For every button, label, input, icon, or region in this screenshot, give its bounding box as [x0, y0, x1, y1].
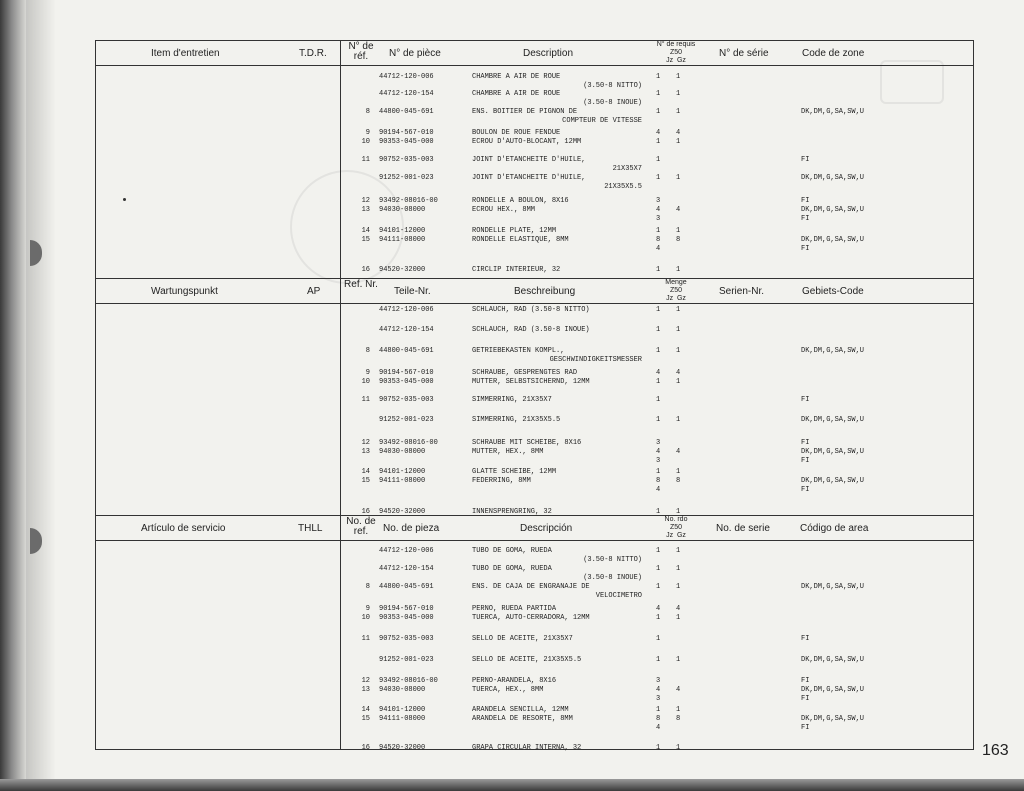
table-row: [96, 723, 973, 733]
ref-number: 13: [361, 206, 370, 214]
qty-jz: 3: [656, 197, 661, 205]
ref-number: 15: [361, 715, 370, 723]
description: 21X35X7: [612, 165, 642, 173]
qty-gz: 1: [676, 306, 681, 314]
qty-jz: 4: [656, 369, 661, 377]
header-qty: [641, 279, 711, 301]
table-row: [96, 325, 973, 335]
ref-number: 11: [361, 396, 370, 404]
qty-jz: 8: [656, 477, 661, 485]
qty-gz: 1: [676, 744, 681, 752]
part-number: 94520-32000: [379, 508, 426, 516]
part-number: 93492-08016-00: [379, 677, 438, 685]
zone-code: DK,DM,G,SA,SW,U: [801, 347, 865, 355]
header-qty-title: N° de requis: [656, 41, 696, 48]
description: INNENSPRENGRING, 32: [472, 508, 552, 516]
part-number: 94111-08000: [379, 715, 426, 723]
part-number: 90194-567-010: [379, 605, 434, 613]
qty-gz: 1: [676, 614, 681, 622]
zone-code: DK,DM,G,SA,SW,U: [801, 236, 865, 244]
ref-number: 10: [361, 378, 370, 386]
qty-jz: 1: [656, 565, 661, 573]
qty-jz: 1: [656, 635, 661, 643]
label-item: Artículo de servicio: [141, 523, 226, 534]
description: CHAMBRE A AIR DE ROUE: [472, 73, 561, 81]
description: SCHLAUCH, RAD (3.50-8 NITTO): [472, 306, 590, 314]
book-binding: [0, 0, 26, 791]
qty-jz: 1: [656, 416, 661, 424]
description: RONDELLE ELASTIQUE, 8MM: [472, 236, 569, 244]
part-number: 44800-045-691: [379, 108, 434, 116]
ref-number: 8: [365, 583, 370, 591]
header-zone: Código de area: [800, 523, 869, 534]
description: ARANDELA DE RESORTE, 8MM: [472, 715, 573, 723]
qty-jz: 8: [656, 715, 661, 723]
qty-gz: 1: [676, 656, 681, 664]
table-row: [96, 355, 973, 365]
table-row: [96, 305, 973, 315]
qty-jz: 4: [656, 486, 661, 494]
qty-gz: 4: [676, 605, 681, 613]
qty-gz: 4: [676, 686, 681, 694]
header-serial: No. de serie: [716, 523, 770, 534]
section-spanish: [96, 515, 973, 752]
description: SELLO DE ACEITE, 21X35X7: [472, 635, 573, 643]
description: CHAMBRE A AIR DE ROUE: [472, 90, 561, 98]
header-part: Teile-Nr.: [394, 286, 431, 297]
part-number: 90194-567-010: [379, 129, 434, 137]
qty-gz: 1: [676, 347, 681, 355]
ref-number: 11: [361, 635, 370, 643]
qty-jz: 4: [656, 129, 661, 137]
header-qty: [641, 41, 711, 63]
qty-gz: 1: [676, 266, 681, 274]
description: FEDERRING, 8MM: [472, 477, 531, 485]
description: ECROU D'AUTO-BLOCANT, 12MM: [472, 138, 582, 146]
label-code: T.D.R.: [299, 48, 327, 59]
section-header: [96, 279, 973, 304]
zone-code: FI: [801, 215, 810, 223]
qty-gz: 1: [676, 90, 681, 98]
qty-jz: 1: [656, 326, 661, 334]
part-number: 94111-08000: [379, 477, 426, 485]
qty-jz: 8: [656, 236, 661, 244]
description: (3.50-8 INOUE): [583, 574, 642, 582]
description: SIMMERRING, 21X35X5.5: [472, 416, 561, 424]
description: ENS. DE CAJA DE ENGRANAJE DE: [472, 583, 590, 591]
part-number: 90353-045-000: [379, 614, 434, 622]
qty-gz: 1: [676, 416, 681, 424]
table-row: [96, 694, 973, 704]
qty-jz: 1: [656, 266, 661, 274]
description: (3.50-8 NITTO): [583, 82, 642, 90]
table-row: [96, 182, 973, 192]
ref-number: 16: [361, 508, 370, 516]
qty-gz: 1: [676, 108, 681, 116]
part-number: 44712-120-006: [379, 73, 434, 81]
table-row: [96, 613, 973, 623]
ref-number: 10: [361, 138, 370, 146]
description: SCHRAUBE, GESPRENGTES RAD: [472, 369, 578, 377]
header-part: N° de pièce: [389, 48, 441, 59]
qty-jz: 1: [656, 227, 661, 235]
zone-code: FI: [801, 677, 810, 685]
description: CIRCLIP INTERIEUR, 32: [472, 266, 561, 274]
part-number: 90194-567-010: [379, 369, 434, 377]
qty-jz: 1: [656, 706, 661, 714]
header-ref: N° de réf.: [348, 41, 374, 62]
qty-jz: 1: [656, 306, 661, 314]
description: SIMMERRING, 21X35X7: [472, 396, 552, 404]
table-row: [96, 137, 973, 147]
part-number: 94101-12000: [379, 706, 426, 714]
qty-jz: 1: [656, 508, 661, 516]
qty-jz: 3: [656, 695, 661, 703]
part-number: 94520-32000: [379, 744, 426, 752]
qty-gz: 1: [676, 378, 681, 386]
qty-jz: 4: [656, 448, 661, 456]
header-zone: Code de zone: [802, 48, 865, 59]
zone-code: DK,DM,G,SA,SW,U: [801, 416, 865, 424]
ref-number: 13: [361, 686, 370, 694]
qty-gz: 4: [676, 448, 681, 456]
label-item: Wartungspunkt: [151, 286, 218, 297]
qty-jz: 1: [656, 90, 661, 98]
table-row: [96, 395, 973, 405]
header-ref: Ref. Nr.: [344, 279, 378, 290]
qty-jz: 1: [656, 108, 661, 116]
qty-gz: 4: [676, 129, 681, 137]
ref-number: 14: [361, 706, 370, 714]
section-header: [96, 516, 973, 541]
part-number: 94101-12000: [379, 227, 426, 235]
part-number: 93492-08016-00: [379, 439, 438, 447]
qty-jz: 4: [656, 686, 661, 694]
header-ref: No. de ref.: [346, 516, 376, 537]
qty-gz: 1: [676, 326, 681, 334]
description: ENS. BOITIER DE PIGNON DE: [472, 108, 578, 116]
parts-table: [95, 40, 974, 750]
description: 21X35X5.5: [604, 183, 642, 191]
header-qty-variants: Jz Gz: [666, 57, 686, 64]
table-row: [96, 377, 973, 387]
description: ECROU HEX., 8MM: [472, 206, 536, 214]
zone-code: FI: [801, 439, 810, 447]
zone-code: FI: [801, 724, 810, 732]
qty-gz: 8: [676, 236, 681, 244]
table-row: [96, 214, 973, 224]
description: GRAPA CIRCULAR INTERNA, 32: [472, 744, 582, 752]
part-number: 94101-12000: [379, 468, 426, 476]
ref-number: 14: [361, 468, 370, 476]
part-number: 90752-035-003: [379, 396, 434, 404]
description: GESCHWINDIGKEITSMESSER: [549, 356, 642, 364]
table-row: [96, 265, 973, 275]
qty-jz: 4: [656, 245, 661, 253]
zone-code: DK,DM,G,SA,SW,U: [801, 448, 865, 456]
table-row: [96, 634, 973, 644]
qty-gz: 1: [676, 508, 681, 516]
description: GLATTE SCHEIBE, 12MM: [472, 468, 557, 476]
part-number: 91252-001-023: [379, 656, 434, 664]
table-row: [96, 456, 973, 466]
qty-jz: 1: [656, 378, 661, 386]
qty-jz: 1: [656, 396, 661, 404]
header-qty-title: No. rdo: [664, 516, 688, 523]
description: TUERCA, AUTO-CERRADORA, 12MM: [472, 614, 590, 622]
zone-code: FI: [801, 156, 810, 164]
qty-jz: 1: [656, 614, 661, 622]
qty-gz: 8: [676, 715, 681, 723]
qty-gz: 1: [676, 468, 681, 476]
header-qty-variants: Jz Gz: [666, 532, 686, 539]
qty-jz: 4: [656, 206, 661, 214]
header-desc: Description: [523, 48, 574, 59]
qty-gz: 1: [676, 583, 681, 591]
header-serial: Serien-Nr.: [719, 286, 765, 297]
zone-code: DK,DM,G,SA,SW,U: [801, 583, 865, 591]
part-number: 44712-120-154: [379, 90, 434, 98]
qty-gz: 1: [676, 706, 681, 714]
header-qty-title: Menge: [665, 279, 687, 286]
label-code: AP: [307, 286, 321, 297]
table-row: [96, 415, 973, 425]
zone-code: FI: [801, 396, 810, 404]
table-row: [96, 591, 973, 601]
qty-gz: 1: [676, 227, 681, 235]
zone-code: DK,DM,G,SA,SW,U: [801, 656, 865, 664]
qty-jz: 1: [656, 547, 661, 555]
part-number: 94520-32000: [379, 266, 426, 274]
qty-jz: 3: [656, 215, 661, 223]
zone-code: FI: [801, 635, 810, 643]
header-qty-variants: Jz Gz: [666, 295, 686, 302]
ref-number: 9: [365, 129, 370, 137]
zone-code: FI: [801, 457, 810, 465]
header-qty: [641, 516, 711, 538]
qty-jz: 1: [656, 174, 661, 182]
qty-jz: 3: [656, 457, 661, 465]
header-qty-model: Z50: [669, 49, 683, 56]
part-number: 91252-001-023: [379, 416, 434, 424]
qty-jz: 1: [656, 138, 661, 146]
description: BOULON DE ROUE FENDUE: [472, 129, 561, 137]
description: JOINT D'ETANCHEITE D'HUILE,: [472, 174, 586, 182]
part-number: 93492-08016-00: [379, 197, 438, 205]
ref-number: 13: [361, 448, 370, 456]
description: TUERCA, HEX., 8MM: [472, 686, 544, 694]
section-french: [96, 41, 973, 278]
part-number: 90353-045-000: [379, 138, 434, 146]
part-number: 90353-045-000: [379, 378, 434, 386]
part-number: 44712-120-006: [379, 547, 434, 555]
part-number: 44712-120-006: [379, 306, 434, 314]
part-number: 91252-001-023: [379, 174, 434, 182]
description: (3.50-8 NITTO): [583, 556, 642, 564]
label-item: Item d'entretien: [151, 48, 220, 59]
qty-jz: 1: [656, 744, 661, 752]
description: SCHRAUBE MIT SCHEIBE, 8X16: [472, 439, 582, 447]
ref-number: 12: [361, 677, 370, 685]
binding-shadow: [26, 0, 56, 791]
page-bottom-edge: [0, 779, 1024, 791]
header-qty-model: Z50: [669, 524, 683, 531]
table-row: [96, 244, 973, 254]
zone-code: DK,DM,G,SA,SW,U: [801, 206, 865, 214]
header-serial: N° de série: [719, 48, 769, 59]
qty-jz: 1: [656, 468, 661, 476]
header-desc: Descripción: [520, 523, 573, 534]
table-row: [96, 485, 973, 495]
description: JOINT D'ETANCHEITE D'HUILE,: [472, 156, 586, 164]
qty-jz: 1: [656, 347, 661, 355]
zone-code: DK,DM,G,SA,SW,U: [801, 174, 865, 182]
part-number: 44712-120-154: [379, 326, 434, 334]
ref-number: 16: [361, 744, 370, 752]
ref-number: 12: [361, 439, 370, 447]
description: MUTTER, SELBSTSICHERND, 12MM: [472, 378, 590, 386]
description: PERNO, RUEDA PARTIDA: [472, 605, 557, 613]
qty-gz: 1: [676, 73, 681, 81]
zone-code: DK,DM,G,SA,SW,U: [801, 686, 865, 694]
ref-number: 11: [361, 156, 370, 164]
qty-jz: 1: [656, 656, 661, 664]
description: GETRIEBEKASTEN KOMPL.,: [472, 347, 565, 355]
page-number: 163: [982, 742, 1009, 759]
zone-code: FI: [801, 197, 810, 205]
qty-gz: 8: [676, 477, 681, 485]
ref-number: 16: [361, 266, 370, 274]
qty-jz: 3: [656, 677, 661, 685]
description: SCHLAUCH, RAD (3.50-8 INOUE): [472, 326, 590, 334]
qty-gz: 1: [676, 565, 681, 573]
description: TUBO DE GOMA, RUEDA: [472, 547, 552, 555]
ref-number: 14: [361, 227, 370, 235]
ref-number: 8: [365, 347, 370, 355]
zone-code: FI: [801, 486, 810, 494]
part-number: 90752-035-003: [379, 635, 434, 643]
description: VELOCIMETRO: [595, 592, 642, 600]
table-row: [96, 116, 973, 126]
description: SELLO DE ACEITE, 21X35X5.5: [472, 656, 582, 664]
description: COMPTEUR DE VITESSE: [562, 117, 642, 125]
part-number: 44800-045-691: [379, 347, 434, 355]
zone-code: DK,DM,G,SA,SW,U: [801, 477, 865, 485]
header-qty-model: Z50: [669, 287, 683, 294]
header-zone: Gebiets-Code: [802, 286, 864, 297]
ref-number: 8: [365, 108, 370, 116]
ref-number: 15: [361, 477, 370, 485]
ref-number: 12: [361, 197, 370, 205]
part-number: 94030-08000: [379, 206, 426, 214]
header-desc: Beschreibung: [514, 286, 576, 297]
label-code: THLL: [298, 523, 323, 534]
part-number: 44712-120-154: [379, 565, 434, 573]
qty-gz: 1: [676, 547, 681, 555]
part-number: 94111-08000: [379, 236, 426, 244]
qty-jz: 1: [656, 73, 661, 81]
part-number: 94030-08000: [379, 686, 426, 694]
qty-jz: 1: [656, 583, 661, 591]
zone-code: DK,DM,G,SA,SW,U: [801, 108, 865, 116]
description: PERNO-ARANDELA, 8X16: [472, 677, 557, 685]
table-row: [96, 743, 973, 753]
qty-jz: 3: [656, 439, 661, 447]
ref-number: 10: [361, 614, 370, 622]
qty-gz: 4: [676, 369, 681, 377]
part-number: 90752-035-003: [379, 156, 434, 164]
qty-jz: 4: [656, 605, 661, 613]
qty-jz: 4: [656, 724, 661, 732]
section-german: [96, 278, 973, 515]
ref-number: 9: [365, 369, 370, 377]
description: (3.50-8 INOUE): [583, 99, 642, 107]
zone-code: FI: [801, 695, 810, 703]
qty-jz: 1: [656, 156, 661, 164]
zone-code: FI: [801, 245, 810, 253]
qty-gz: 4: [676, 206, 681, 214]
qty-gz: 1: [676, 174, 681, 182]
description: TUBO DE GOMA, RUEDA: [472, 565, 552, 573]
table-row: [96, 655, 973, 665]
qty-gz: 1: [676, 138, 681, 146]
ref-number: 9: [365, 605, 370, 613]
section-header: [96, 41, 973, 66]
description: ARANDELA SENCILLA, 12MM: [472, 706, 569, 714]
description: RONDELLE PLATE, 12MM: [472, 227, 557, 235]
part-number: 44800-045-691: [379, 583, 434, 591]
header-part: No. de pieza: [383, 523, 440, 534]
zone-code: DK,DM,G,SA,SW,U: [801, 715, 865, 723]
part-number: 94030-08000: [379, 448, 426, 456]
description: RONDELLE A BOULON, 8X16: [472, 197, 569, 205]
description: MUTTER, HEX., 8MM: [472, 448, 544, 456]
ref-number: 15: [361, 236, 370, 244]
